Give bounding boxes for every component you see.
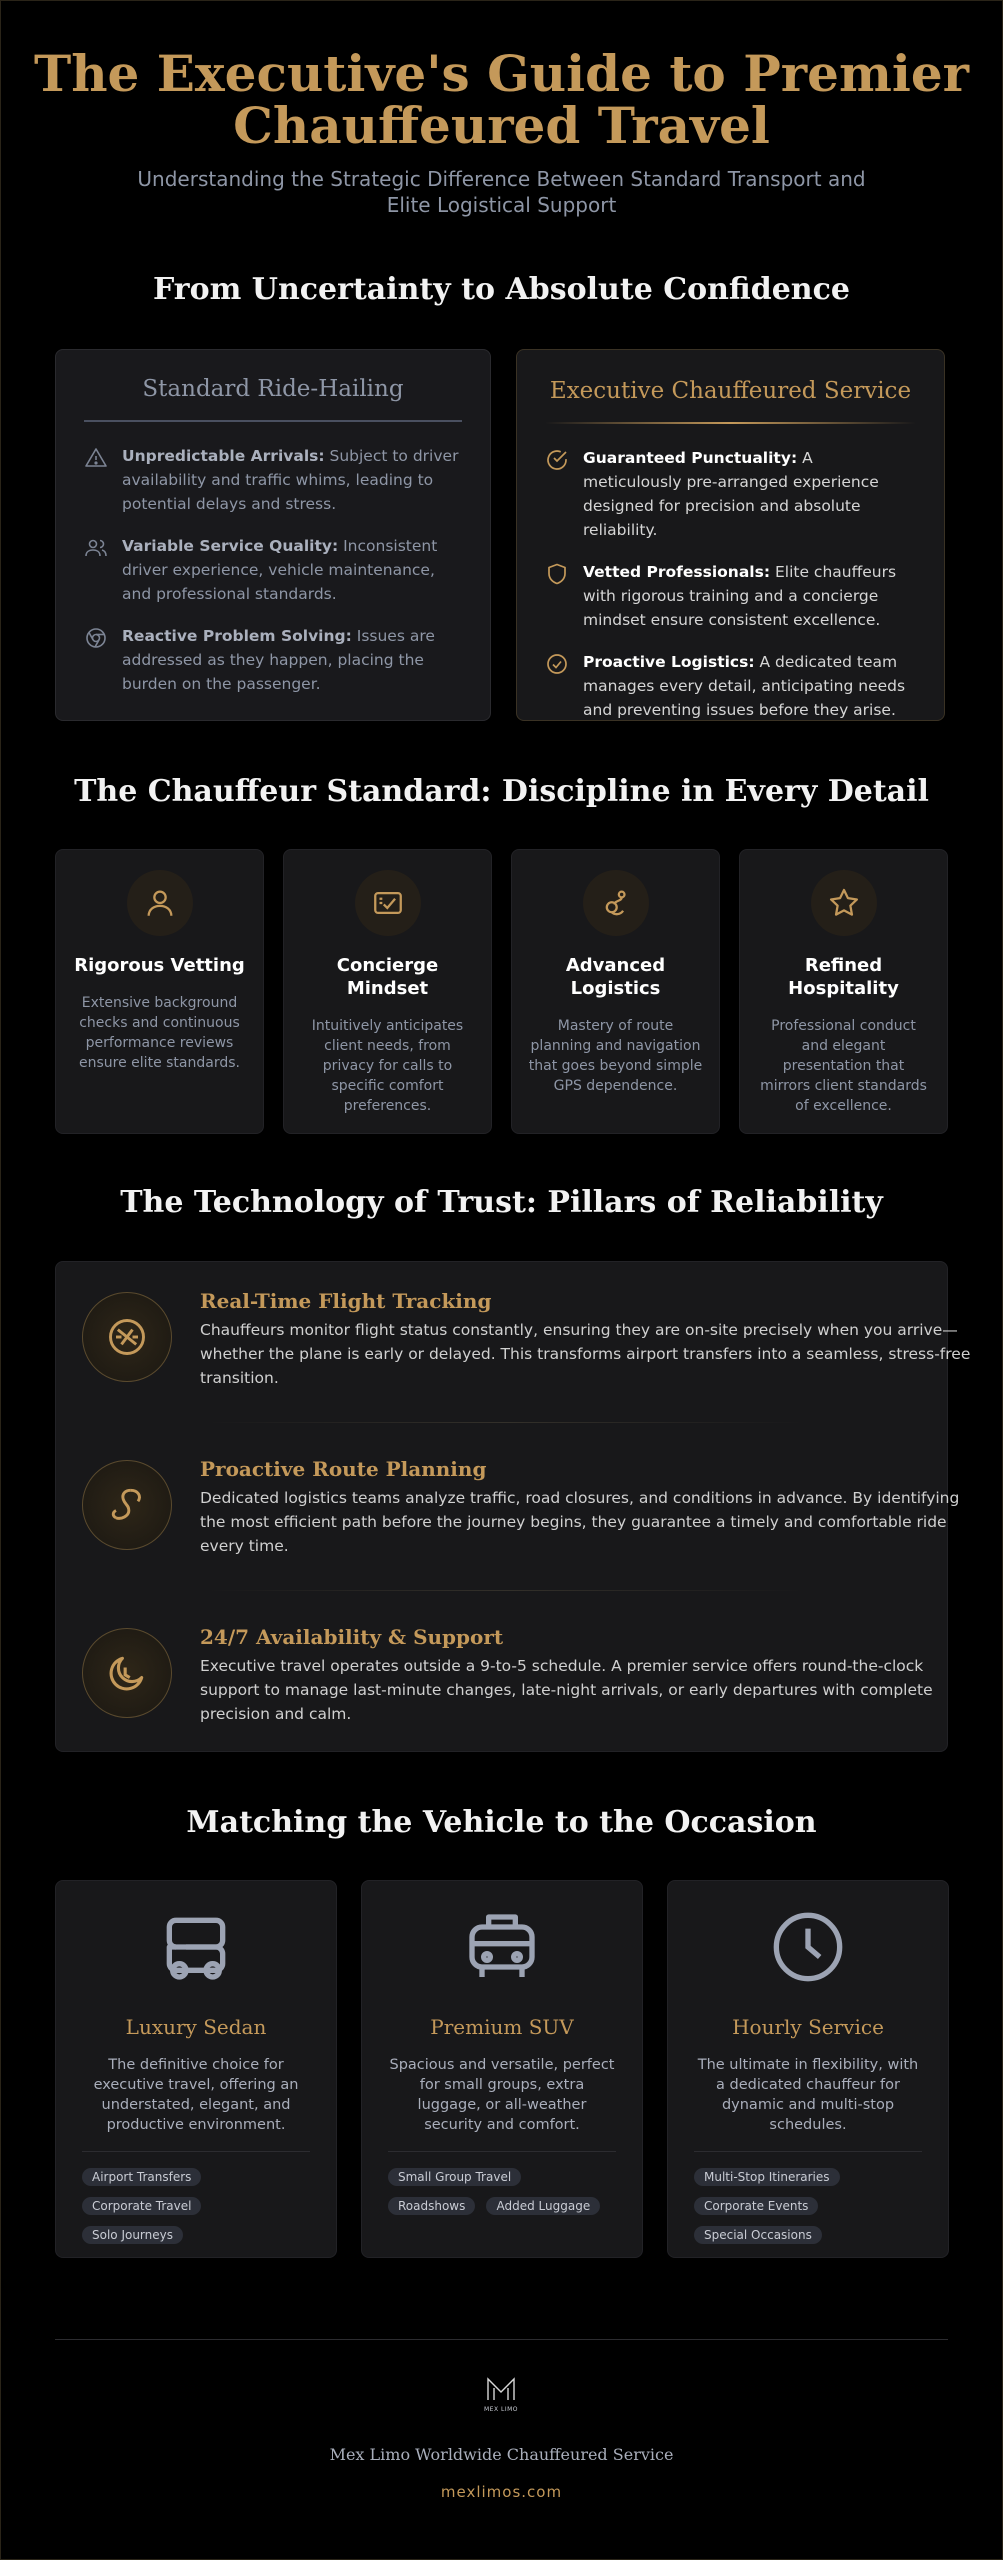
- route-icon: [583, 870, 649, 936]
- clock-icon: [768, 1907, 848, 1987]
- vehicle-title: Hourly Service: [732, 2015, 884, 2039]
- warning-icon: [84, 446, 108, 470]
- separator: [206, 1422, 806, 1423]
- item-bold-label: Variable Service Quality:: [122, 537, 339, 555]
- chrome-icon: [84, 626, 108, 650]
- vehicle-title: Premium SUV: [430, 2015, 574, 2039]
- item-bold-label: Unpredictable Arrivals:: [122, 447, 325, 465]
- checklist-icon: [355, 870, 421, 936]
- trust-item-text: Executive travel operates outside a 9-to-5 schedule. A premier service offers round-the-clock support to manage last-minute changes, late-night arrivals, or early departures with complete precision and calm.: [200, 1657, 933, 1723]
- vehicle-desc: The definitive choice for executive travel, offering an understated, elegant, and productive environment.: [93, 2057, 299, 2133]
- standard-card-title: Standard Ride-Hailing: [142, 376, 404, 402]
- vehicle-card-suv: [361, 1880, 643, 2258]
- standard-card-title: Refined Hospitality: [788, 955, 899, 999]
- tag: Solo Journeys: [82, 2226, 183, 2244]
- trust-item-text: Dedicated logistics teams analyze traffic, road closures, and conditions in advance. By identifying the most efficient path before the journey begins, they guarantee a timely and comfortable ride every time.: [200, 1489, 960, 1555]
- footer-divider: [55, 2339, 948, 2340]
- item-text: Inconsistent driver experience, vehicle maintenance, and professional standards.: [122, 537, 438, 603]
- trust-item-title: Real-Time Flight Tracking: [200, 1289, 492, 1313]
- page-title: The Executive's Guide to Premier Chauffeured Travel: [33, 44, 969, 155]
- tag: Added Luggage: [486, 2197, 600, 2215]
- standard-card-title: Advanced Logistics: [565, 955, 666, 999]
- user-icon: [127, 870, 193, 936]
- item-text: A meticulously pre-arranged experience designed for precision and absolute reliability.: [583, 449, 879, 539]
- item-text: Issues are addressed as they happen, placing the burden on the passenger.: [122, 627, 435, 693]
- standard-card-concierge: [283, 849, 492, 1134]
- executive-item: [545, 650, 916, 722]
- standard-card-desc: Professional conduct and elegant presentation that mirrors client standards of excellence.: [760, 1018, 927, 1114]
- comparison-heading: From Uncertainty to Absolute Confidence: [153, 272, 850, 307]
- item-bold-label: Reactive Problem Solving:: [122, 627, 352, 645]
- logo-text: MEX LIMO: [484, 2406, 518, 2413]
- tag-list: [694, 2166, 922, 2253]
- tag: Small Group Travel: [388, 2168, 521, 2186]
- vehicle-title: Luxury Sedan: [125, 2015, 267, 2039]
- vehicle-card-sedan: [55, 1880, 337, 2258]
- mex-limo-logo: [476, 2376, 526, 2416]
- item-text: Subject to driver availability and traffic whims, leading to potential delays and stress.: [122, 447, 459, 513]
- vehicle-card-hourly: [667, 1880, 949, 2258]
- tag: Corporate Travel: [82, 2197, 201, 2215]
- tag: Multi-Stop Itineraries: [694, 2168, 840, 2186]
- footer-website-link[interactable]: mexlimos.com: [440, 2483, 563, 2501]
- check-circle-icon: [545, 652, 569, 676]
- footer-company-name: Mex Limo Worldwide Chauffeured Service: [329, 2445, 674, 2464]
- users-icon: [84, 536, 108, 560]
- separator: [82, 2151, 310, 2152]
- separator: [206, 1590, 806, 1591]
- trust-item-title: Proactive Route Planning: [200, 1457, 487, 1481]
- vehicle-desc: The ultimate in flexibility, with a dedicated chauffeur for dynamic and multi-stop schedules.: [697, 2057, 919, 2133]
- vehicles-heading: Matching the Vehicle to the Occasion: [186, 1805, 817, 1840]
- item-text: A dedicated team manages every detail, anticipating needs and preventing issues before they arise.: [583, 653, 906, 719]
- item-bold-label: Vetted Professionals:: [583, 563, 771, 581]
- standard-item: [84, 444, 462, 516]
- standard-card-desc: Intuitively anticipates client needs, from privacy for calls to specific comfort preferences.: [311, 1018, 464, 1114]
- tag-list: [388, 2166, 616, 2224]
- check-circle-icon: [545, 448, 569, 472]
- separator: [388, 2151, 616, 2152]
- executive-card-title: Executive Chauffeured Service: [549, 378, 912, 404]
- moon-clock-icon: [82, 1628, 172, 1718]
- tag: Corporate Events: [694, 2197, 818, 2215]
- divider: [545, 422, 916, 424]
- executive-service-card: [516, 349, 945, 721]
- tag-list: [82, 2166, 310, 2253]
- executive-item: [545, 560, 916, 632]
- page-subtitle: Understanding the Strategic Difference Between Standard Transport and Elite Logistical Support: [137, 167, 866, 217]
- shield-icon: [545, 562, 569, 586]
- trust-item-title: 24/7 Availability & Support: [200, 1625, 504, 1649]
- standard-card-title: Concierge Mindset: [336, 955, 439, 999]
- standard-item: [84, 534, 462, 606]
- executive-item: [545, 446, 916, 542]
- standard-card-title: Rigorous Vetting: [74, 955, 245, 976]
- route-planning-icon: [82, 1460, 172, 1550]
- trust-panel: [55, 1261, 971, 1752]
- standard-item: [84, 624, 462, 696]
- standard-card-desc: Mastery of route planning and navigation that goes beyond simple GPS dependence.: [528, 1018, 703, 1094]
- star-icon: [811, 870, 877, 936]
- standard-card-logistics: [511, 849, 720, 1134]
- standard-section-heading: The Chauffeur Standard: Discipline in Every Detail: [74, 774, 929, 809]
- suv-icon: [462, 1907, 542, 1987]
- tag: Special Occasions: [694, 2226, 822, 2244]
- tag: Airport Transfers: [82, 2168, 201, 2186]
- separator: [694, 2151, 922, 2152]
- standard-ride-hailing-card: [55, 349, 491, 721]
- item-bold-label: Proactive Logistics:: [583, 653, 755, 671]
- item-text: Elite chauffeurs with rigorous training and a concierge mindset ensure consistent excellence.: [583, 563, 897, 629]
- trust-heading: The Technology of Trust: Pillars of Reliability: [120, 1185, 883, 1220]
- divider: [84, 420, 462, 422]
- standard-card-desc: Extensive background checks and continuous performance reviews ensure elite standards.: [79, 995, 240, 1071]
- trust-item-text: Chauffeurs monitor flight status constantly, ensuring they are on-site precisely when you arrive—whether the plane is early or delayed. This transforms airport transfers into a seamless, stress-free transition.: [200, 1321, 971, 1387]
- item-bold-label: Guaranteed Punctuality:: [583, 449, 798, 467]
- vehicle-desc: Spacious and versatile, perfect for small groups, extra luggage, or all-weather security and comfort.: [389, 2057, 615, 2133]
- tag: Roadshows: [388, 2197, 475, 2215]
- standard-card-hospitality: [739, 849, 948, 1134]
- flight-tracking-icon: [82, 1292, 172, 1382]
- sedan-icon: [156, 1907, 236, 1987]
- standard-card-vetting: [55, 849, 264, 1134]
